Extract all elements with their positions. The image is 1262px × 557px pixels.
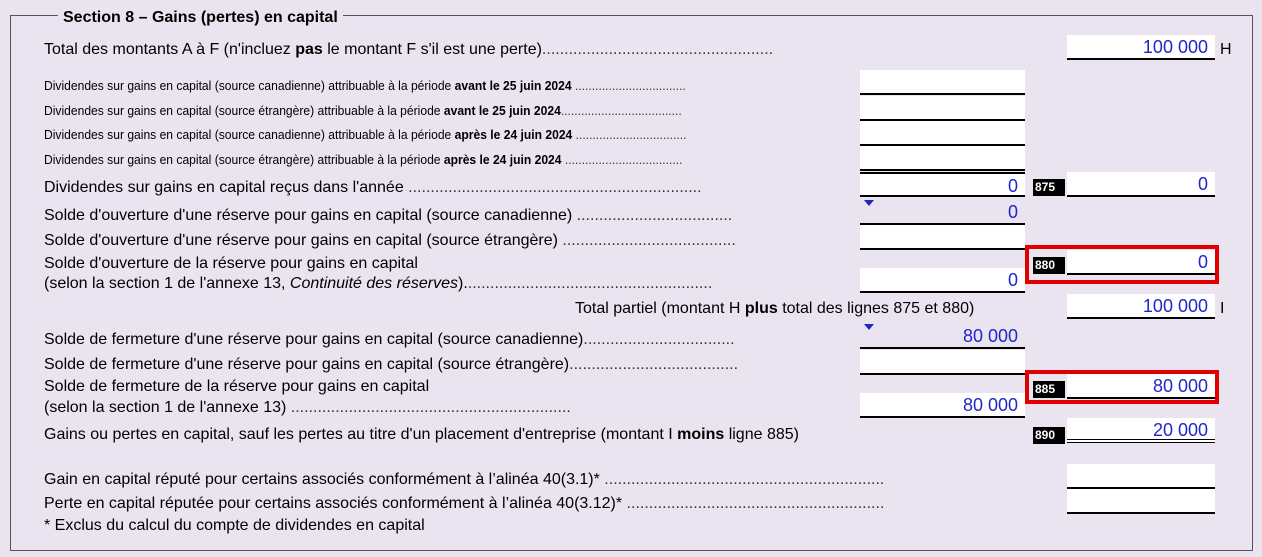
closing-cdn-field[interactable]: 80 000 (860, 324, 1025, 349)
closing-reserve-label-line1: Solde de fermeture de la réserve pour gains en capital (44, 378, 430, 395)
line-880-field[interactable]: 0 (1067, 250, 1215, 275)
subtotal-label: Total partiel (montant H plus total des lignes 875 et 880) (575, 300, 975, 317)
opening-foreign-field[interactable] (860, 225, 1025, 250)
line-code-885: 885 (1033, 381, 1065, 398)
div-cdn-before-label: Dividendes sur gains en capital (source canadienne) attribuable à la période avant le 25 juin 2024 ................................. (44, 78, 686, 93)
line-code-875: 875 (1033, 179, 1065, 196)
div-cdn-after-field[interactable] (860, 121, 1025, 146)
total-h-field[interactable]: 100 000 (1067, 35, 1215, 60)
opening-reserve-label-line1: Solde d'ouverture de la réserve pour gains en capital (44, 255, 418, 272)
subtotal-i-field[interactable]: 100 000 (1067, 294, 1215, 319)
total-a-f-label: Total des montants A à F (n'incluez pas le montant F s'il est une perte).................................................... (44, 41, 774, 58)
highlight-885 (1025, 370, 1219, 404)
closing-reserve-field[interactable]: 80 000 (860, 393, 1025, 418)
div-cdn-after-label: Dividendes sur gains en capital (source canadienne) attribuable à la période après le 24 juin 2024 ................................. (44, 127, 687, 142)
line-885-field[interactable]: 80 000 (1067, 374, 1215, 399)
opening-cdn-label: Solde d'ouverture d'une réserve pour gains en capital (source canadienne) ................................... (44, 207, 733, 224)
div-received-label: Dividendes sur gains en capital reçus dans l'année .................................................................. (44, 179, 702, 196)
opening-reserve-label-line2: (selon la section 1 de l'annexe 13, Continuité des réserves)........................................................ (44, 275, 713, 292)
deemed-gain-field[interactable] (1067, 464, 1215, 489)
div-foreign-before-field[interactable] (860, 96, 1025, 121)
deemed-gain-label: Gain en capital réputé pour certains associés conformément à l’alinéa 40(3.1)* ............................................................... (44, 471, 885, 488)
line-890-field[interactable]: 20 000 (1067, 418, 1215, 443)
div-foreign-after-field[interactable] (860, 146, 1025, 171)
div-foreign-after-label: Dividendes sur gains en capital (source étrangère) attribuable à la période après le 24 juin 2024 ................................... (44, 152, 683, 167)
footnote: * Exclus du calcul du compte de dividendes en capital (44, 517, 425, 534)
deemed-loss-label: Perte en capital réputée pour certains associés conformément à l’alinéa 40(3.12)* .......................................................... (44, 495, 885, 512)
letter-i: I (1220, 300, 1225, 317)
line-code-890: 890 (1033, 427, 1065, 444)
section-title: Section 8 – Gains (pertes) en capital (58, 8, 343, 28)
opening-cdn-field[interactable]: 0 (860, 200, 1025, 225)
opening-reserve-field[interactable]: 0 (860, 268, 1025, 293)
closing-cdn-label: Solde de fermeture d'une réserve pour gains en capital (source canadienne).................................. (44, 331, 735, 348)
div-foreign-before-label: Dividendes sur gains en capital (source étrangère) attribuable à la période avant le 25 juin 2024.................................... (44, 103, 682, 118)
div-cdn-before-field[interactable] (860, 70, 1025, 95)
line-code-880: 880 (1033, 257, 1065, 274)
highlight-880 (1025, 245, 1219, 284)
div-received-field[interactable]: 0 (860, 172, 1025, 197)
deemed-loss-field[interactable] (1067, 489, 1215, 514)
letter-h: H (1220, 41, 1232, 58)
gains-label: Gains ou pertes en capital, sauf les pertes au titre d'un placement d'entreprise (montant I moins ligne 885) (44, 426, 799, 443)
closing-foreign-label: Solde de fermeture d'une réserve pour gains en capital (source étrangère)...................................... (44, 356, 739, 373)
line-875-field[interactable]: 0 (1067, 172, 1215, 197)
closing-reserve-label-line2: (selon la section 1 de l'annexe 13) ............................................................... (44, 399, 571, 416)
opening-foreign-label: Solde d'ouverture d'une réserve pour gains en capital (source étrangère) ....................................... (44, 232, 736, 249)
closing-foreign-field[interactable] (860, 350, 1025, 375)
